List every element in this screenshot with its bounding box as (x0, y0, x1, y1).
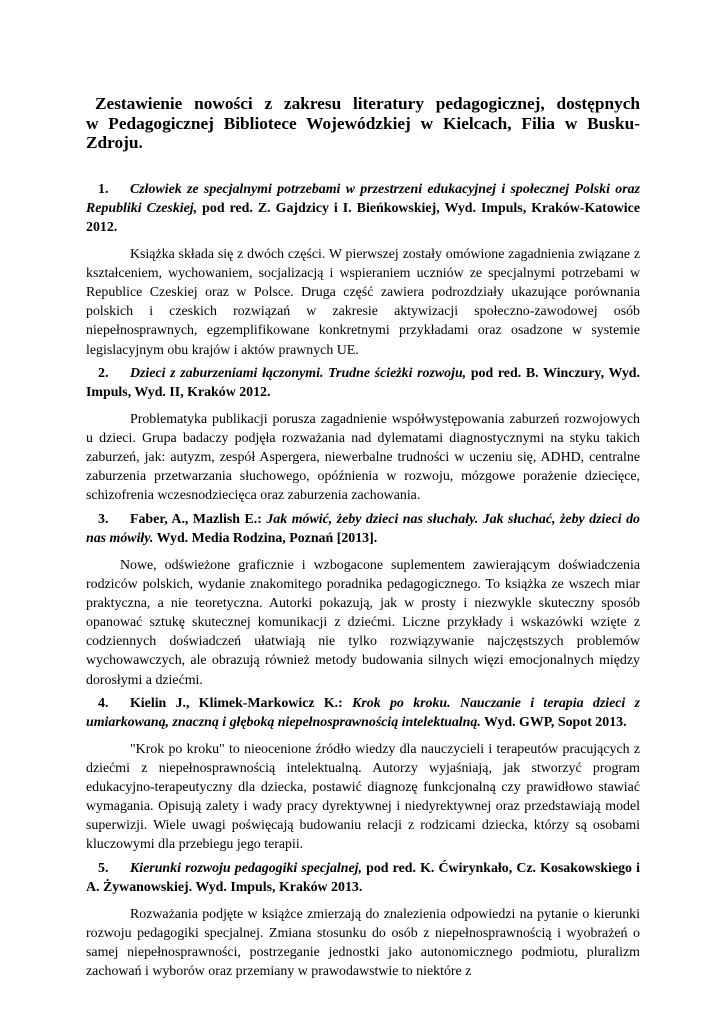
publication-list (86, 180, 640, 982)
publication-entry-2 (86, 364, 640, 402)
publication-title: Jak mówić, żeby dzieci nas słuchały. Jak słuchać, żeby dzieci do nas mówiły. (86, 511, 640, 546)
document-page (86, 94, 640, 985)
publication-title: Krok po kroku. Nauczanie i terapia dzieci z umiarkowaną, znaczną i głęboką niepełnosprawnością intelektualną. (86, 695, 640, 730)
publication-details: Wyd. Media Rodzina, Poznań [2013]. (153, 530, 378, 546)
title-line-1: Zestawienie nowości z zakresu literatury pedagogicznej, dostępnych (95, 94, 640, 113)
publication-description-5: Rozważania podjęte w książce zmierzają do znalezienia odpowiedzi na pytanie o kierunki rozwoju pedagogiki specjalnej. Zmiana stosunku do osób z niepełnosprawnością i wyobrażeń o samej niepełnosprawności, postrzeganie jednostki jako autonomicznego podmiotu, pluralizm zachowań i wyborów oraz przemiany w prawodawstwie to niektóre z (86, 906, 640, 980)
publication-authors: Faber, A., Mazlish E.: (130, 511, 267, 527)
publication-entry-1 (86, 180, 640, 238)
entry-number: 1. (98, 181, 109, 197)
publication-description-2: Problematyka publikacji porusza zagadnienie współwystępowania zaburzeń rozwojowych u dzieci. Grupa badaczy podjęła rozważania nad dylematami diagnostycznymi na styku takich zaburzeń, jak: autyzm, zespół Aspergera, niewerbalne trudności w uczeniu się, ADHD, centralne zaburzenia przetwarzania słuchowego, opóźnienia w rozwoju, mózgowe porażenie dziecięce, schizofrenia wczesnodziecięca oraz zaburzenia zachowania. (86, 412, 640, 504)
entry-number: 2. (98, 365, 109, 381)
publication-details: pod red. B. Winczury, Wyd. Impuls, Wyd. II, Kraków 2012. (86, 365, 640, 400)
title-line-rest: w Pedagogicznej Bibliotece Wojewódzkiej w Kielcach, Filia w Busku-Zdroju. (86, 113, 640, 152)
publication-description-4: "Krok po kroku" to nieocenione źródło wiedzy dla nauczycieli i terapeutów pracujących z dziećmi z niepełnosprawnością intelektualną. Autorzy wyjaśniają, jak stworzyć program edukacyjno-terapeutyczny dla dziecka, postawić diagnozę funkcjonalną czy prawidłowo stawiać wymagania. Opisują zalety i wady pracy dyrektywnej i niedyrektywnej oraz przedstawiają model superwizji. Wiele uwagi poświęcają budowaniu relacji z rodzicami dziecka, którzy są osobami kluczowymi dla przebiegu jego terapii. (86, 742, 640, 853)
publication-details: pod red. K. Ćwirynkało, Cz. Kosakowskiego i A. Żywanowskiej. Wyd. Impuls, Kraków 2013. (86, 860, 641, 895)
publication-title: Dzieci z zaburzeniami łączonymi. Trudne ścieżki rozwoju, (130, 365, 467, 381)
entry-number: 5. (98, 860, 109, 876)
document-title (86, 94, 640, 153)
publication-details: pod red. Z. Gajdzicy i I. Bieńkowskiej, Wyd. Impuls, Kraków-Katowice 2012. (86, 200, 640, 235)
publication-authors: Kielin J., Klimek-Markowicz K.: (130, 695, 353, 711)
publication-title: Człowiek ze specjalnymi potrzebami w przestrzeni edukacyjnej i społecznej Polski oraz Republiki Czeskiej, (86, 181, 640, 216)
publication-details: Wyd. GWP, Sopot 2013. (480, 714, 627, 730)
entry-number: 4. (98, 695, 109, 711)
publication-description-1: Książka składa się z dwóch części. W pierwszej zostały omówione zagadnienia związane z kształceniem, wychowaniem, socjalizacją i wspieraniem uczniów ze specjalnymi potrzebami w Republice Czeskiej oraz w Polsce. Druga część zawiera podrozdziały ukazujące porównania polskich i czeskich rozwiązań w zakresie aktywizacji społeczno-zawodowej osób niepełnosprawnych, egzemplifikowane konkretnymi przykładami oraz osadzone w systemie legislacyjnym obu krajów i aktów prawnych UE. (86, 247, 640, 358)
publication-entry-4 (86, 694, 640, 732)
publication-title: Kierunki rozwoju pedagogiki specjalnej, (130, 860, 362, 876)
publication-entry-5 (86, 859, 640, 897)
publication-entry-3 (86, 510, 640, 548)
entry-number: 3. (98, 511, 109, 527)
publication-description-3: Nowe, odświeżone graficznie i wzbogacone suplementem zawierającym doświadczenia rodziców polskich, wydanie znakomitego poradnika pedagogicznego. To książka ze wszech miar praktyczna, a nie teoretyczna. Autorki pokazują, jak w prosty i niezwykle skuteczny sposób opanować sztukę skutecznej komunikacji z dziećmi. Liczne przykłady i wskazówki wzięte z codziennych doświadczeń ułatwiają nie tylko rozwiązywanie najczęstszych problemów wychowawczych, ale obrazują również metody budowania silnych więzi emocjonalnych między dorosłymi a dziećmi. (86, 557, 640, 688)
